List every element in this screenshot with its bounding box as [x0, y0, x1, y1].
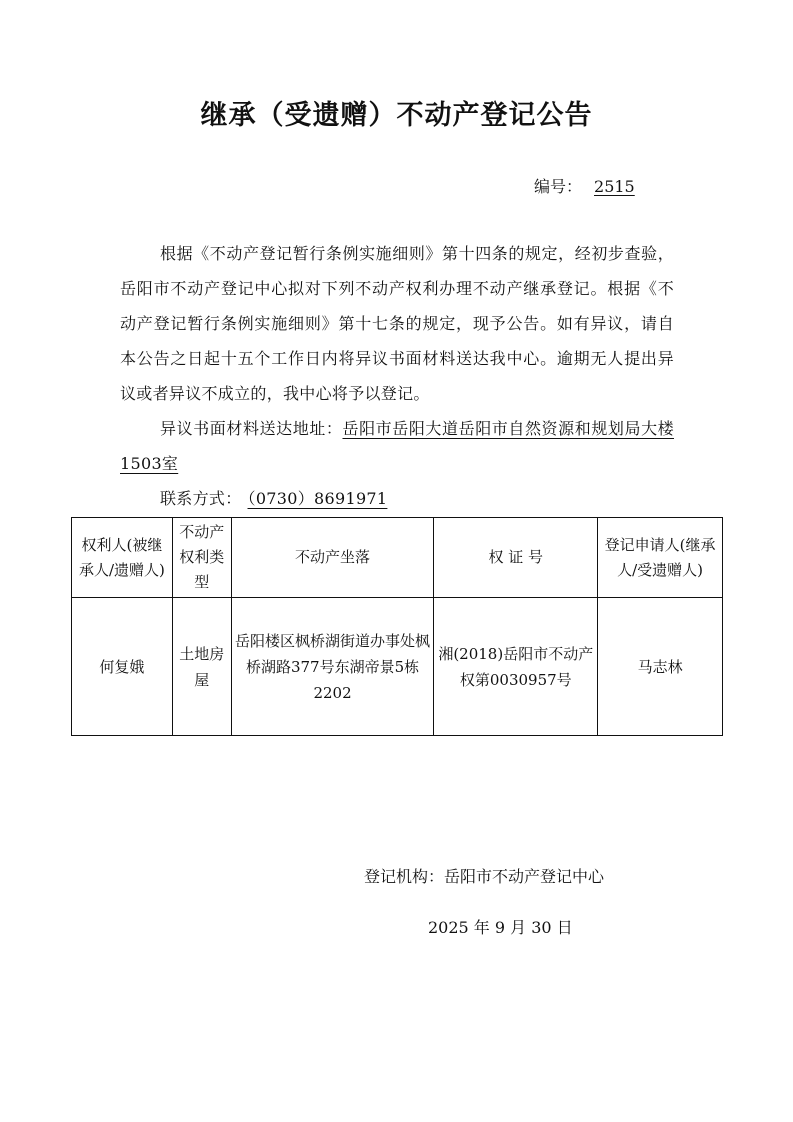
notice-body: [120, 236, 674, 516]
table-header-row: [72, 518, 723, 598]
cell-location: 岳阳楼区枫桥湖街道办事处枫桥湖路377号东湖帝景5栋2202: [231, 598, 434, 736]
registration-authority-value: 岳阳市不动产登记中心: [444, 867, 605, 886]
notice-number: [534, 174, 635, 197]
notice-date: 2025 年 9 月 30 日: [428, 918, 573, 937]
notice-number-value: 2515: [594, 177, 635, 196]
registration-authority-label: 登记机构：: [364, 867, 445, 886]
table-row: [72, 598, 723, 736]
objection-address-value: 岳阳市岳阳大道岳阳市自然资源和规划局大楼1503室: [120, 419, 674, 473]
contact-label: 联系方式：: [160, 489, 242, 508]
page-title: 继承（受遗赠）不动产登记公告: [200, 100, 593, 131]
header-applicant: 登记申请人(继承人/受遗赠人): [598, 518, 723, 598]
cell-right-holder: 何复娥: [72, 598, 173, 736]
objection-address: [120, 411, 674, 481]
cell-right-type: 土地房屋: [172, 598, 231, 736]
cell-applicant: 马志林: [598, 598, 723, 736]
cell-certificate-number: 湘(2018)岳阳市不动产权第0030957号: [434, 598, 598, 736]
header-location: 不动产坐落: [231, 518, 434, 598]
objection-address-label: 异议书面材料送达地址：: [160, 419, 343, 438]
header-certificate-number: 权 证 号: [434, 518, 598, 598]
header-right-holder: 权利人(被继承人/遗赠人): [72, 518, 173, 598]
registration-authority: [364, 864, 604, 887]
property-table: [71, 517, 723, 736]
contact-info: [120, 481, 674, 516]
notice-number-label: 编号：: [534, 177, 583, 196]
notice-paragraph: 根据《不动产登记暂行条例实施细则》第十四条的规定，经初步查验，岳阳市不动产登记中心拟对下列不动产权利办理不动产继承登记。根据《不动产登记暂行条例实施细则》第十七条的规定，现予公告。如有异议，请自本公告之日起十五个工作日内将异议书面材料送达我中心。逾期无人提出异议或者异议不成立的，我中心将予以登记。: [120, 244, 674, 403]
contact-value: （0730）8691971: [247, 489, 388, 508]
header-right-type: 不动产权利类型: [172, 518, 231, 598]
